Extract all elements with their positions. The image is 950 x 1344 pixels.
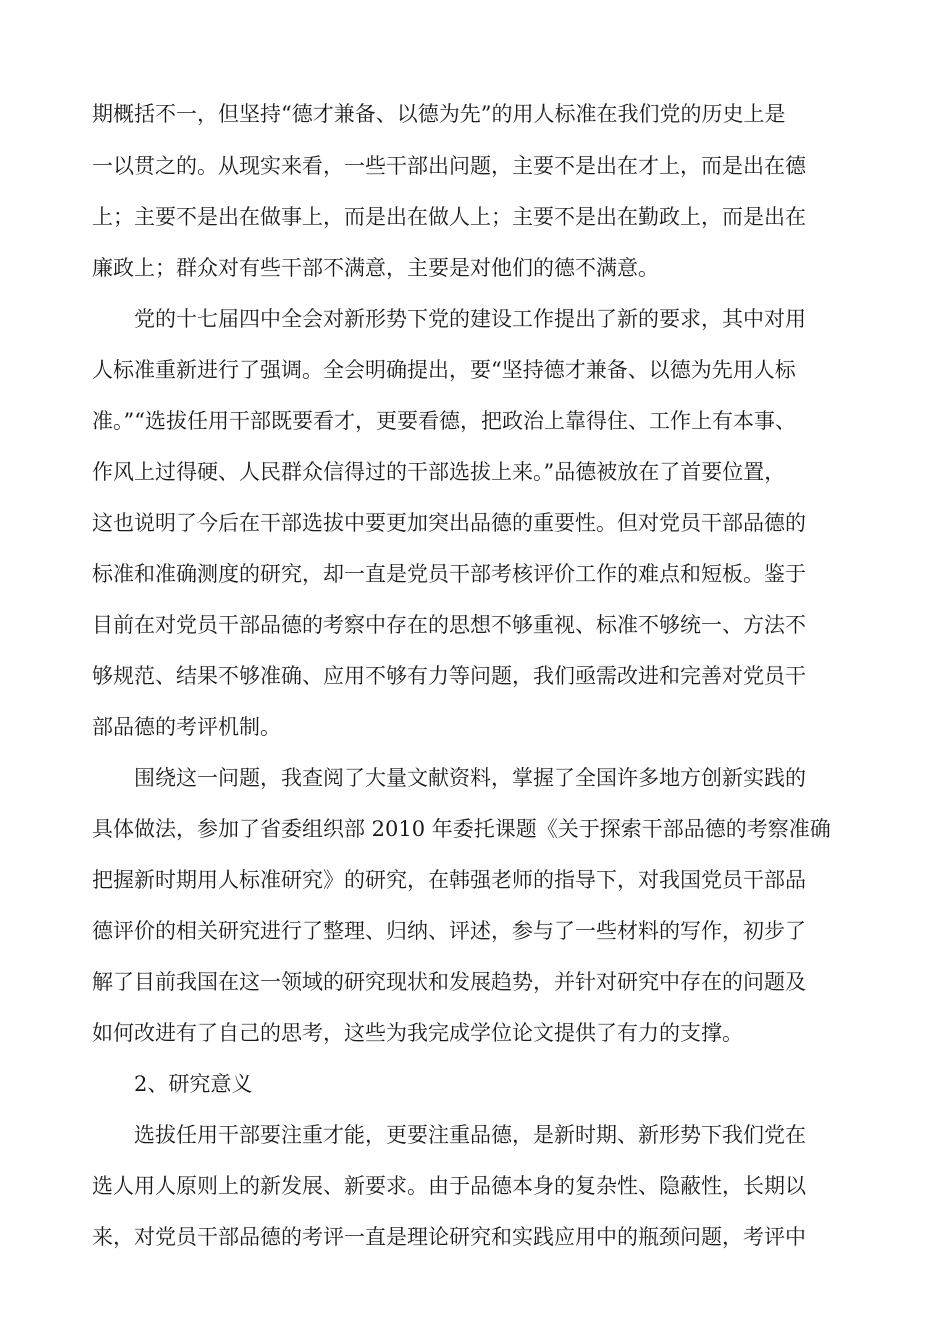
text-line: 德评价的相关研究进行了整理、归纳、评述，参与了一些材料的写作，初步了 bbox=[92, 919, 806, 943]
text-line: 具体做法，参加了省委组织部 2010 年委托课题《关于探索干部品德的考察准确 bbox=[92, 817, 831, 841]
text-line: 解了目前我国在这一领域的研究现状和发展趋势，并针对研究中存在的问题及 bbox=[92, 970, 806, 994]
text-line: 选人用人原则上的新发展、新要求。由于品德本身的复杂性、隐蔽性，长期以 bbox=[92, 1174, 806, 1198]
text-line: 准。”“选拔任用干部既要看才，更要看德，把政治上靠得住、工作上有本事、 bbox=[92, 409, 796, 433]
text-line: 标准和准确测度的研究，却一直是党员干部考核评价工作的难点和短板。鉴于 bbox=[92, 562, 806, 586]
text-line: 把握新时期用人标准研究》的研究，在韩强老师的指导下，对我国党员干部品 bbox=[92, 868, 806, 892]
text-line: 人标准重新进行了强调。全会明确提出，要“坚持德才兼备、以德为先用人标 bbox=[92, 358, 796, 382]
text-line: 部品德的考评机制。 bbox=[92, 715, 281, 739]
text-line: 选拔任用干部要注重才能，更要注重品德，是新时期、新形势下我们党在 bbox=[134, 1123, 806, 1147]
text-line: 够规范、结果不够准确、应用不够有力等问题，我们亟需改进和完善对党员干 bbox=[92, 664, 806, 688]
text-line: 期概括不一，但坚持“德才兼备、以德为先”的用人标准在我们党的历史上是 bbox=[92, 102, 786, 126]
text-line: 作风上过得硬、人民群众信得过的干部选拔上来。”品德被放在了首要位置， bbox=[92, 460, 786, 484]
text-line: 围绕这一问题，我查阅了大量文献资料，掌握了全国许多地方创新实践的 bbox=[134, 766, 806, 790]
text-line: 上；主要不是出在做事上，而是出在做人上；主要不是出在勤政上，而是出在 bbox=[92, 205, 806, 229]
text-line: 来，对党员干部品德的考评一直是理论研究和实践应用中的瓶颈问题，考评中 bbox=[92, 1225, 806, 1249]
text-line: 一以贯之的。从现实来看，一些干部出问题，主要不是出在才上，而是出在德 bbox=[92, 154, 806, 178]
text-line: 目前在对党员干部品德的考察中存在的思想不够重视、标准不够统一、方法不 bbox=[92, 613, 806, 637]
section-heading: 2、研究意义 bbox=[134, 1072, 253, 1096]
text-line: 如何改进有了自己的思考，这些为我完成学位论文提供了有力的支撑。 bbox=[92, 1021, 743, 1045]
text-line: 党的十七届四中全会对新形势下党的建设工作提出了新的要求，其中对用 bbox=[134, 307, 806, 331]
text-line: 廉政上；群众对有些干部不满意，主要是对他们的德不满意。 bbox=[92, 256, 659, 280]
text-line: 这也说明了今后在干部选拔中要更加突出品德的重要性。但对党员干部品德的 bbox=[92, 511, 806, 535]
